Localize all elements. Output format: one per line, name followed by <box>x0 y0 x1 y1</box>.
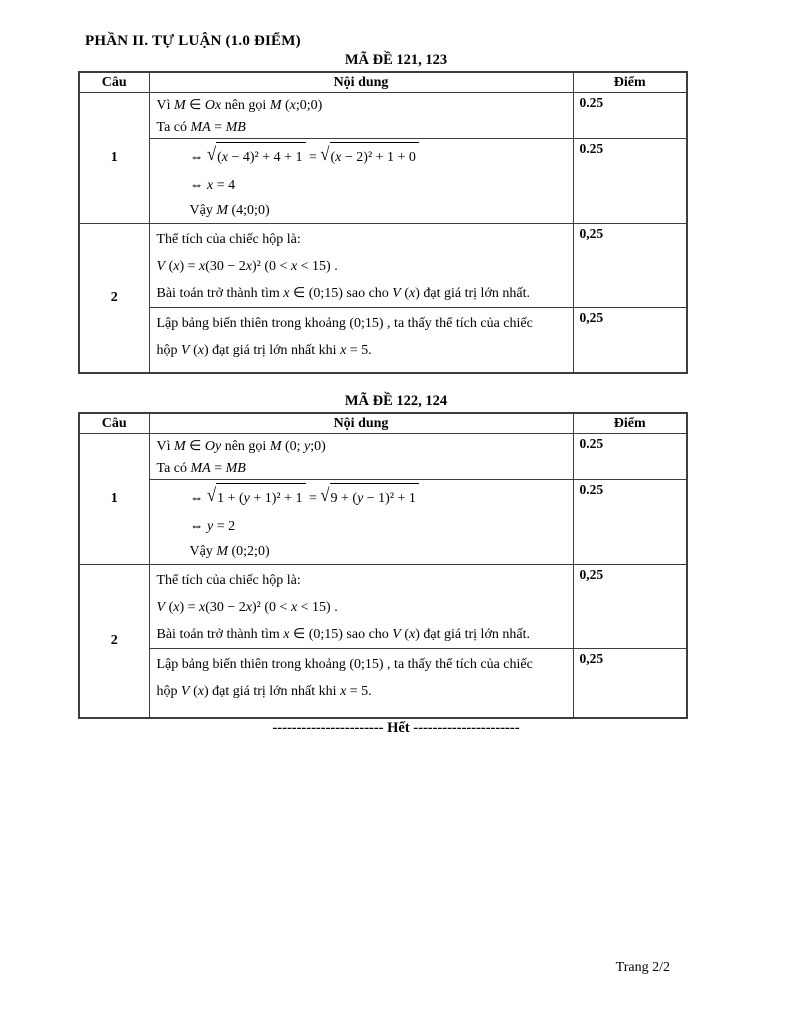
content-line: Vậy M (4;0;0) <box>189 203 270 218</box>
content-line: V (x) = x(30 − 2x)² (0 < x < 15) . <box>156 600 338 615</box>
content-line: Lập bảng biến thiên trong khoảng (0;15) , ta thấy thể tích của chiếc <box>156 316 533 331</box>
score-cell: 0,25 <box>573 308 687 374</box>
answer-content-cell <box>149 434 573 480</box>
content-line: Thể tích của chiếc hộp là: <box>156 232 301 247</box>
table-row <box>79 224 687 308</box>
question-number: 1 <box>79 434 149 565</box>
table-1-title: MÃ ĐỀ 121, 123 <box>344 52 448 68</box>
content-line: Ta có MA = MB <box>156 119 246 135</box>
content-line: Thể tích của chiếc hộp là: <box>156 573 301 588</box>
content-line: hộp V (x) đạt giá trị lớn nhất khi x = 5. <box>156 684 372 699</box>
table-2-title: MÃ ĐỀ 122, 124 <box>344 393 448 409</box>
page-number: Trang 2/2 <box>615 960 670 975</box>
content-line: Vì M ∈ Ox nên gọi M (x;0;0) <box>156 98 323 113</box>
table-row <box>79 93 687 139</box>
score-cell: 0.25 <box>573 139 687 224</box>
end-of-document-marker: ----------------------- Hết ---------------------- <box>272 720 520 736</box>
table-row <box>79 649 687 719</box>
answer-table-1 <box>78 71 688 374</box>
content-line: ⇔ √(x − 4)² + 4 + 1 = √(x − 2)² + 1 + 0 <box>157 141 565 173</box>
content-line: Vì M ∈ Oy nên gọi M (0; y;0) <box>156 439 326 454</box>
col-header-diem: Điểm <box>573 413 687 434</box>
question-number: 1 <box>79 93 149 224</box>
score-cell: 0,25 <box>573 565 687 649</box>
col-header-cau: Câu <box>79 72 149 93</box>
question-number: 2 <box>79 565 149 719</box>
content-line: ⇔ x = 4 <box>189 178 236 193</box>
content-line: ⇔ y = 2 <box>189 519 236 534</box>
table-row <box>79 480 687 565</box>
score-cell: 0.25 <box>573 93 687 139</box>
table-row <box>79 139 687 224</box>
answer-table-2 <box>78 412 688 719</box>
col-header-diem: Điểm <box>573 72 687 93</box>
answer-content-cell <box>149 480 573 565</box>
answer-content-cell <box>149 224 573 308</box>
score-cell: 0.25 <box>573 480 687 565</box>
content-line: Ta có MA = MB <box>156 460 246 476</box>
col-header-cau: Câu <box>79 413 149 434</box>
table-row <box>79 565 687 649</box>
content-line: ⇔ √1 + (y + 1)² + 1 = √9 + (y − 1)² + 1 <box>157 482 565 514</box>
score-cell: 0,25 <box>573 649 687 719</box>
section-title: PHẦN II. TỰ LUẬN (1.0 ĐIỂM) <box>85 33 301 49</box>
col-header-noidung: Nội dung <box>149 72 573 93</box>
content-line: V (x) = x(30 − 2x)² (0 < x < 15) . <box>156 259 338 274</box>
answer-content-cell <box>149 649 573 719</box>
question-number: 2 <box>79 224 149 374</box>
answer-content-cell <box>149 93 573 139</box>
score-cell: 0,25 <box>573 224 687 308</box>
content-line: Bài toán trở thành tìm x ∈ (0;15) sao cho V (x) đạt giá trị lớn nhất. <box>156 627 530 642</box>
score-cell: 0.25 <box>573 434 687 480</box>
table-row <box>79 434 687 480</box>
answer-content-cell <box>149 139 573 224</box>
col-header-noidung: Nội dung <box>149 413 573 434</box>
table-row <box>79 413 687 434</box>
answer-content-cell <box>149 308 573 374</box>
table-row <box>79 72 687 93</box>
content-line: Bài toán trở thành tìm x ∈ (0;15) sao cho V (x) đạt giá trị lớn nhất. <box>156 286 530 301</box>
content-line: hộp V (x) đạt giá trị lớn nhất khi x = 5. <box>156 343 372 358</box>
content-line: Lập bảng biến thiên trong khoảng (0;15) , ta thấy thể tích của chiếc <box>156 657 533 672</box>
answer-content-cell <box>149 565 573 649</box>
content-line: Vậy M (0;2;0) <box>189 544 270 559</box>
table-row <box>79 308 687 374</box>
